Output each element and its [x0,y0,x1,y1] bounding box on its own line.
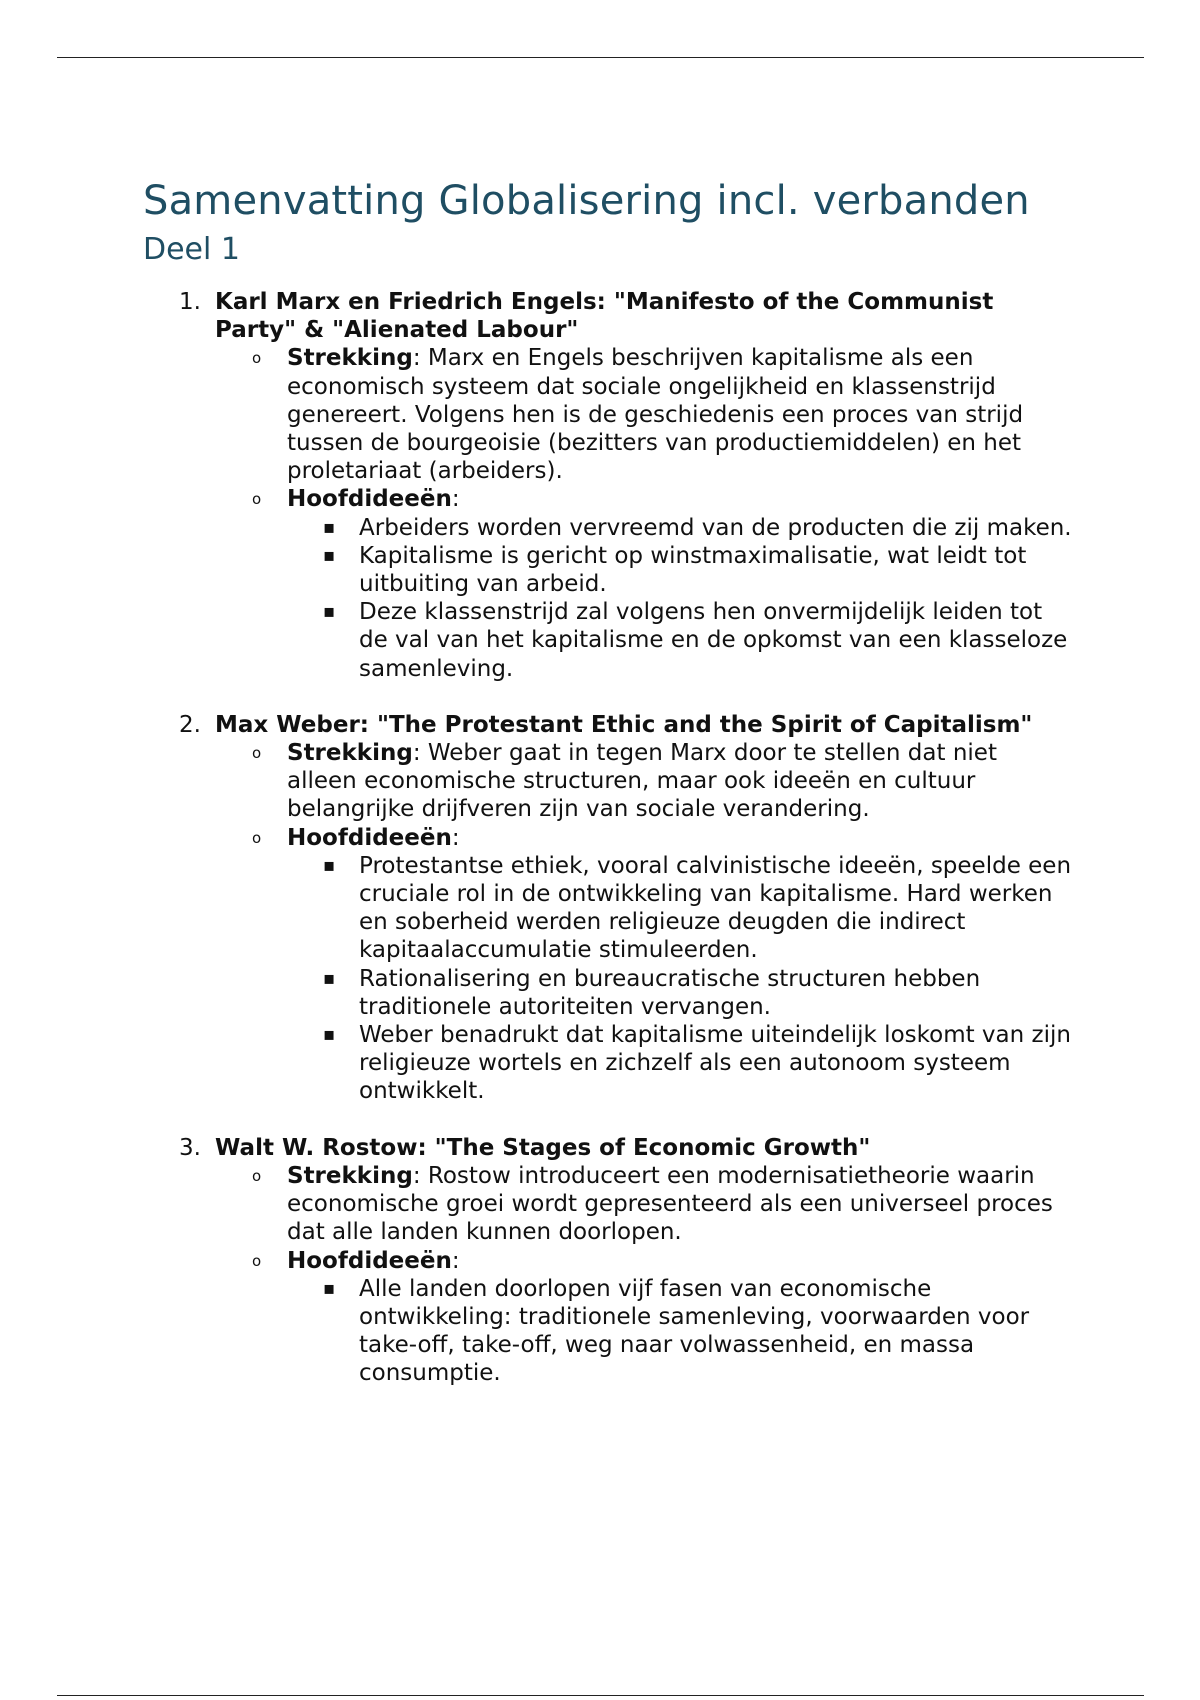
strekking-text: : Marx en Engels beschrijven kapitalisme als een economisch systeem dat sociale ongelijkheid en klassenstrijd genereert. Volgens hen is de geschiedenis een proces van strijd tussen de bourgeoisie (bezitters van productiemiddelen) en het proletariaat (arbeiders). [287,345,1024,485]
strekking-item [215,344,1073,485]
section-number: 1. [179,289,201,315]
point-text: Kapitalisme is gericht op winstmaximalisatie, wat leidt tot uitbuiting van arbeid. [359,542,1027,598]
square-bullet-icon: ▪ [323,967,336,989]
strekking-text: : Rostow introduceert een modernisatietheorie waarin economische groei wordt gepresenteerd als een universeel proces dat alle landen kunnen doorlopen. [287,1162,1053,1246]
strekking-label: Strekking [287,1162,413,1189]
strekking-label: Strekking [287,740,413,767]
circle-bullet-icon: o [252,1166,262,1185]
point-item [287,598,1073,683]
point-list [287,1275,1073,1388]
circle-bullet-icon: o [252,490,262,509]
point-item [287,1275,1073,1388]
section-item [143,288,1073,683]
hoofdideeen-label: Hoofdideeën [287,486,452,513]
section-title: Walt W. Rostow: "The Stages of Economic Growth" [215,1134,871,1161]
hoofdideeen-label: Hoofdideeën [287,1247,452,1274]
hoofdideeen-item [215,824,1073,1106]
point-text: Protestantse ethiek, vooral calvinistische ideeën, speelde een cruciale rol in de ontwikkeling van kapitalisme. Hard werken en soberheid werden religieuze deugden die indirect kapitaalaccumulatie stimuleerden. [359,852,1072,964]
point-text: Arbeiders worden vervreemd van de producten die zij maken. [359,514,1072,541]
subsection-list [215,1162,1073,1388]
circle-bullet-icon: o [252,828,262,847]
square-bullet-icon: ▪ [323,544,336,566]
section-item [143,1134,1073,1388]
circle-bullet-icon: o [252,744,262,763]
point-text: Rationalisering en bureaucratische structuren hebben traditionele autoriteiten vervangen. [359,965,981,1020]
strekking-item [215,739,1073,824]
point-list [287,514,1073,683]
section-list [143,288,1073,1388]
point-item [287,514,1073,542]
section-number: 3. [179,1134,201,1161]
hoofdideeen-item [215,485,1073,682]
point-text: Deze klassenstrijd zal volgens hen onvermijdelijk leiden tot de val van het kapitalisme en de opkomst van een klasseloze samenleving. [359,599,1068,682]
section-title: Karl Marx en Friedrich Engels: "Manifesto of the Communist Party" & "Alienated Labour" [215,289,994,344]
subsection-list [215,739,1073,1106]
strekking-text: : Weber gaat in tegen Marx door te stellen dat niet alleen economische structuren, maar ook ideeën en cultuur belangrijke drijfveren zijn van sociale verandering. [287,740,997,823]
point-list [287,852,1073,1106]
square-bullet-icon: ▪ [323,601,336,623]
strekking-label: Strekking [287,345,413,372]
square-bullet-icon: ▪ [323,854,336,876]
section-number: 2. [179,711,201,738]
hoofdideeen-item [215,1247,1073,1388]
point-item [287,965,1073,1021]
point-item [287,1021,1073,1106]
square-bullet-icon: ▪ [323,516,336,538]
circle-bullet-icon: o [252,349,262,368]
square-bullet-icon: ▪ [323,1277,336,1299]
document-body [143,172,1073,1388]
point-item [287,852,1073,965]
square-bullet-icon: ▪ [323,1024,336,1046]
point-text: Weber benadrukt dat kapitalisme uiteindelijk loskomt van zijn religieuze wortels en zichzelf als een autonoom systeem ontwikkelt. [359,1022,1071,1105]
hoofdideeen-colon: : [451,486,460,513]
point-text: Alle landen doorlopen vijf fasen van economische ontwikkeling: traditionele samenleving, voorwaarden voor take-off, take-off, weg naar volwassenheid, en massa consumptie. [359,1275,1030,1387]
document-subtitle: Deel 1 [143,232,240,267]
point-item [287,542,1073,598]
header-rule [57,57,1144,58]
footer-rule [57,1695,1144,1696]
hoofdideeen-colon: : [451,824,460,851]
hoofdideeen-colon: : [451,1247,460,1274]
subsection-list [215,344,1073,682]
circle-bullet-icon: o [252,1251,262,1270]
section-item [143,711,1073,1106]
section-title: Max Weber: "The Protestant Ethic and the Spirit of Capitalism" [215,711,1033,738]
document-title: Samenvatting Globalisering incl. verbanden [143,178,1030,224]
strekking-item [215,1162,1073,1247]
hoofdideeen-label: Hoofdideeën [287,824,452,851]
